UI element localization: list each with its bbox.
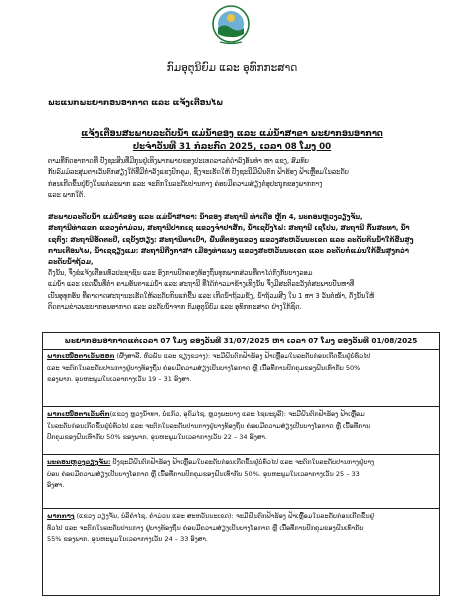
forecast-row-northwest	[43, 406, 439, 454]
bulletin-date: ປະຈຳວັນທີ 31 ກໍລະກົດ 2025, ເວລາ 08 ໂມງ 00	[132, 142, 332, 152]
weather-situation-paragraph: ຕາມທີ່ກົດອາກາດທີ່ ປັງຊະສິນທີ່ມີກຸນຢູ່ເທິງພາກພາຍຂອງປະເທດລາວຕໍ່ດຳລົງອັນທຳ ຫາ ແຂງ, ສົມທົບ ກັບລົມມໍລະສຸມຕາເວັນຕົກສຽງໃຕ້ທີ່ມີກຳລັງແຮງປົກຄຸມ, ຊຶ່ງຈະເຮັດໃຫ້ ປັງຊະນີມີຝົນຕົກ ຟ້າຮ້ອງ ຟ້າເຫຼື້ອມໃນລະດັບ ກ່ອນເກີດຂຶ້ນຢູ່ບັງໃນແຕ່ລະພາກ ແລະ ຈະຕົກໃນລະດັບປານກາງ ຄ່ອຍມີຄວາມສ່ຽງຕໍ່ອຸປະຖຸກຂອງພາກກາງ ແລະ ພາກໃຕ້.	[48, 157, 349, 199]
region-name: ພາກເໜືອຕາເວັນຕົກ	[47, 410, 110, 418]
region-forecast-text: ປັງຊະມີຝົນຕົກຟ້າຮ້ອງ ຟ້າເຫຼື້ອມໃນລະດັບກ່ອນເກີດຂຶ້ນຢູ່ບໍ່ທົ່ວໄປ ແລະ ຈະຕົກໃນລະດັບປານກາງຢູ່ບາງ ບ່ອນ ຄ່ອຍມີຄວາມສ່ຽງເປັນບາງໂອກາດ ຫຼື ເນື້ອທີ່ການປົກຄຸມຂອງຝົນເທົ່າກັບ 50%. ອຸນຫະພູມໃນເວລາກາງເວັນ 25 – 33 ອົງສາ.	[47, 458, 375, 490]
forecast-table	[42, 332, 440, 596]
seal-icon	[211, 4, 251, 46]
forecast-table-header: ພະຍາກອນອາກາດແຕ່ເວລາ 07 ໂມງ ຂອງວັນທີ 31/07/2025 ຫາ ເວລາ 07 ໂມງ ຂອງວັນທີ 01/08/2025	[43, 333, 439, 350]
region-name: ນະຄອນຫຼວງວຽງຈັນ:	[47, 458, 111, 466]
bulletin-title: ແຈ້ງເຕືອນສະພາບລະດັບນ້ຳ ແມ່ນ້ຳຂອງ ແລະ ແມ່ນ້ຳສາຂາ ພະຍາກອນອາກາດ	[81, 128, 383, 138]
warning-advice-paragraph: ດັ່ງນັ້ນ, ຈຶ່ງຂໍແຈ້ງເຕືອນທົ່ວປະຊາຊົນ ແລະ ອົງການປົກຄອງທ້ອງຖິ່ນທຸກພາກສ່ວນທີ່ຕາໄດ່ກົງກັບບາງລອມ ແມ່ນ້ຳ ແລະ ເຂດພື້ນທີ່ຕ່ຳ ຄາມອັນຕາແມ່ນ້ຳ ແລະ ສະຖານີ ທີ່ໄດ້ກ່າວມາຂ້າງເທິງນັ້ນ ຈຶ່ງມີສະຕິລະວັງຕໍ່ສະພາບປັນຫາທີ່ ເປັນອຸທຸກອັນ ທີ່ຄາດາດສະຖານະເຮັດໃຫ້ລະດັບກິນແກ່ຂື້ນ ແລະ ເກີດນ້ຳຖ້ວມຂັງ, ນ້ຳຖ້ວມສີງ ໃນ 1 ຫາ 3 ວັນຕໍ່ໜ້າ, ດັ່ງນັ້ນໃຫ້ ຕິດຕາມຂ່າວພະຍາກອນອາກາດ ແລະ ລະດັບນ້ຳຈາກ ກົມອຸຕຸນິຍົມ ແລະ ອຸທົກກະສາດ ຢ່າງໃກ້ຊິດ.	[48, 269, 375, 311]
region-name: ພາກເໜືອຕາເວັນອອກ	[47, 352, 115, 360]
region-provinces: (ແຂວງ ວຽງຈັນ, ບໍລິຄຳໄຊ, ຄຳມ່ວນ ແລະ ສະຫວັນນະເຂດ):	[76, 512, 234, 520]
region-name: ພາກກາງ	[47, 512, 75, 520]
region-forecast-text: ຈະມີຝົນຕົກຟ້າຮ້ອງ ຟ້າເຫຼື້ອມໃນລະດັບກ່ອນເກີດຂຶ້ນຢູ່ ທົ່ວໄປ ແລະ ຈະຕົກໃນລະດັບປານກາງ ຢູ່ບາງທ້ອງຖິ່ນ ຄ່ອຍມີຄວາມສ່ຽງເປັນບາງໂອກາດ ຫຼື ເນື້ອທີ່ການປົກຄຸມຂອງຝົນເທົ່າກັບ 55% ຂອງພາກ. ອຸນຫະພູມໃນເວລາກາງເວັນ 24 – 33 ອົງສາ.	[47, 512, 375, 544]
region-provinces: (ຜົ້ງສາລີ, ຫົວພັນ ແລະ ຊຽງຂວາງ):	[116, 352, 211, 360]
forecast-row-central	[43, 508, 439, 560]
water-level-paragraph: ສະພາບລະດັບນ້ຳ ແມ່ນ້ຳຂອງ ແລະ ແມ່ນ້ຳສາຂາ: ນ້ຳຂອງ ສະຖານີ ທ່າເດື່ອ ຫຼັກ 4, ນະຄອນຫຼວງວຽງຈັນ, ສະຖານີທ່າແຂກ ແຂວງຄຳມ່ວນ, ສະຖານີປາກເຊ ແຂວງຈຳປາສັກ, ນ້ຳເຊບັ້ງໄຟ: ສະຖານີ ເຊໂປນ, ສະຖານີ ກົ້ນສະທາ, ນ້ຳ ເຊກົງ: ສະຖານີອັດຕະປື, ເຊບັ້ງຫຽງ: ສະຖານີທາເປົາ, ພື້ນທີ່ຕອງແຂວງ ແຂວງສະຫວັນນະເຂດ ແລະ ລະດັບກິນນ້ຳໃກ້ຂື້ນສູງ ການເຕືອນໄພ, ນ້ຳເຊຊຽງແມ: ສະຖານີກີ່ງກາສາ ເມືອງທ່າແພງ ແຂວງສະຫວັນນະເຂດ ແລະ ລະດັບກໍ່ແມ່ນໃກ້ຂື້ນສູງກວ່າ ລະດັບນ້ຳຖ້ວມ,	[48, 213, 414, 267]
department-seal-logo	[211, 4, 251, 46]
region-forecast-text: ຈະມີຝົນຕົກຟ້າຮ້ອງ ຟ້າເຫຼື້ອມ ໃນລະດັບກ່ອນເກີດຂຶ້ນຢູ່ບໍ່ທົ່ວໄປ ແລະ ຈະຕົກໃນລະດັບປານກາງຢູ່ບາງທ້ອງຖິ່ນ ຄ່ອຍມີຄວາມສ່ຽງເປັນບາງໂອກາດ ຫຼື ເນື້ອທີ່ການ ປົກຄຸມຂອງຝົນເທົ່າກັບ 50% ຂອງພາກ. ອຸນຫະພູມໃນເວລາກາງເວັນ 22 – 34 ອົງສາ.	[47, 410, 371, 442]
forecast-row-vientiane-capital	[43, 454, 439, 508]
region-provinces: (ແຂວງ ຫຼວງນ້ຳທາ, ບໍ່ແກ້ວ, ອຸດົມໄຊ, ຫຼວງພະບາງ ແລະ ໄຊຍະບູລີ):	[109, 410, 286, 418]
region-forecast-text: ຈະມີຝົນຕົກຟ້າຮ້ອງ ຟ້າເຫຼື້ອມໃນລະດັບກ່ອນເກີດຂຶ້ນຢູ່ບໍ່ທົ່ວໄປ ແລະ ຈະຕົກໃນລະດັບປານກາງຢູ່ບາງທ້ອງຖິ່ນ ຄ່ອຍມີຄວາມສ່ຽງເປັນບາງໂອກາດ ຫຼື ເນື້ອທີ່ການປົກຄຸມຂອງຝົນເທົ່າກັບ 50% ຂອງພາກ. ອຸນຫະພູມໃນເວລາກາງເວັນ 19 – 31 ອົງສາ.	[47, 352, 371, 384]
ministry-name: ກົມອຸຕຸນິຍົມ ແລະ ອຸທົກກະສາດ	[166, 62, 298, 74]
department-name: ພະແນກພະຍາກອນອາກາດ ແລະ ແຈ້ງເຕືອນໄພ	[48, 98, 224, 107]
forecast-row-northeast	[43, 349, 439, 406]
